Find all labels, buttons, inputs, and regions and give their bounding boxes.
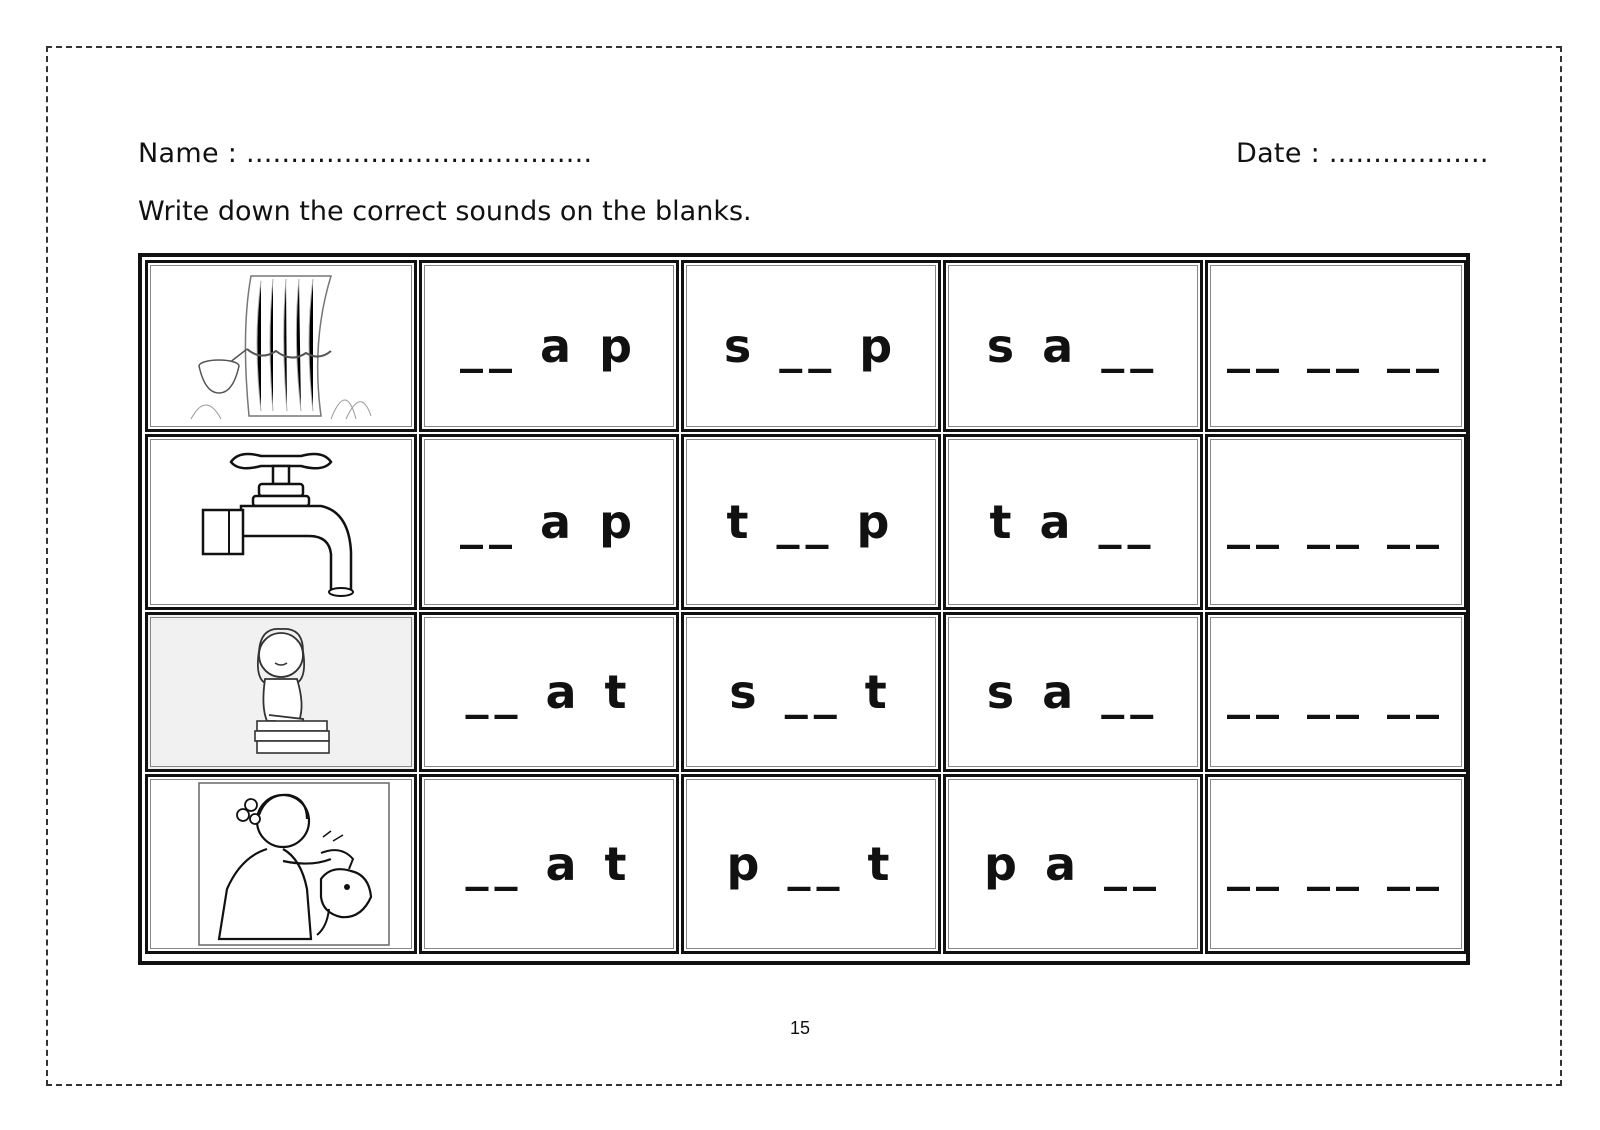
word-cell-row-3-col-3[interactable] — [943, 612, 1203, 772]
picture-cell-row-4 — [145, 774, 417, 954]
word-pattern: s __ p — [723, 319, 899, 373]
word-cell-row-1-col-2[interactable] — [681, 260, 941, 432]
word-cell-row-4-col-2[interactable] — [681, 774, 941, 954]
word-cell-row-3-col-2[interactable] — [681, 612, 941, 772]
word-pattern: __ a t — [465, 665, 633, 719]
word-pattern: __ __ __ — [1226, 665, 1446, 719]
water-tap-icon — [148, 437, 414, 607]
word-pattern: t a __ — [989, 495, 1157, 549]
girl-patting-dog-icon — [148, 777, 414, 951]
word-pattern: s a __ — [986, 319, 1160, 373]
phonics-worksheet-table — [138, 253, 1470, 965]
word-cell-row-2-col-3[interactable] — [943, 434, 1203, 610]
word-pattern: s a __ — [986, 665, 1160, 719]
word-cell-row-4-col-4[interactable] — [1205, 774, 1467, 954]
picture-cell-row-2 — [145, 434, 417, 610]
word-pattern: __ __ __ — [1226, 495, 1446, 549]
picture-cell-row-3 — [145, 612, 417, 772]
word-cell-row-4-col-1[interactable] — [419, 774, 679, 954]
word-cell-row-2-col-4[interactable] — [1205, 434, 1467, 610]
word-pattern: __ a p — [460, 495, 638, 549]
picture-cell-row-1 — [145, 260, 417, 432]
word-cell-row-3-col-1[interactable] — [419, 612, 679, 772]
word-cell-row-3-col-4[interactable] — [1205, 612, 1467, 772]
word-cell-row-1-col-1[interactable] — [419, 260, 679, 432]
word-pattern: __ __ __ — [1226, 319, 1446, 373]
word-pattern: __ a p — [460, 319, 638, 373]
word-cell-row-2-col-2[interactable] — [681, 434, 941, 610]
word-pattern: p __ t — [726, 837, 896, 891]
word-cell-row-2-col-1[interactable] — [419, 434, 679, 610]
word-pattern: __ a t — [465, 837, 633, 891]
page-number: 15 — [789, 1018, 811, 1038]
word-pattern: p a __ — [984, 837, 1162, 891]
word-cell-row-1-col-4[interactable] — [1205, 260, 1467, 432]
word-pattern: __ __ __ — [1226, 837, 1446, 891]
name-field-label: Name : ....................................... — [138, 138, 593, 169]
rubber-tree-tapping-icon — [148, 263, 414, 429]
word-cell-row-4-col-3[interactable] — [943, 774, 1203, 954]
date-field-label: Date : .................. — [1236, 138, 1489, 169]
girl-sitting-on-books-icon — [148, 615, 414, 769]
word-cell-row-1-col-3[interactable] — [943, 260, 1203, 432]
instruction-text: Write down the correct sounds on the blanks. — [138, 196, 752, 227]
word-pattern: t __ p — [726, 495, 896, 549]
word-pattern: s __ t — [729, 665, 893, 719]
